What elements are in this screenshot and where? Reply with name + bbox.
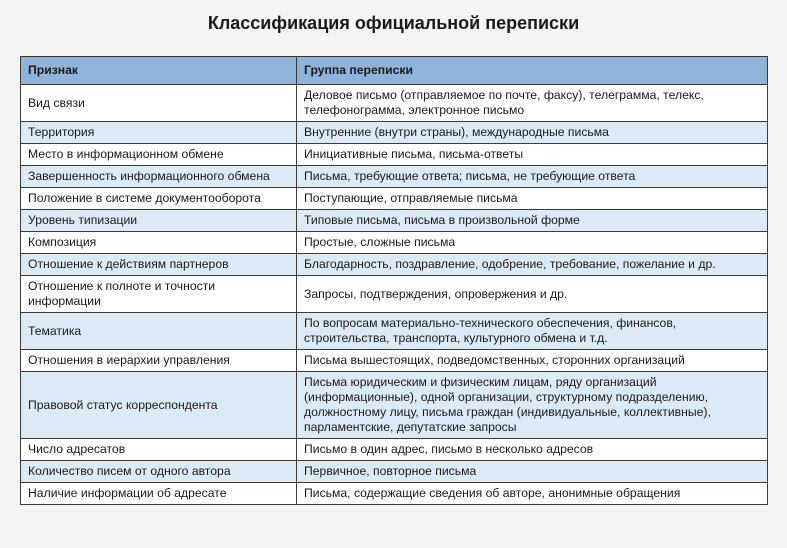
feature-cell: Отношение к действиям партнеров bbox=[21, 254, 297, 276]
feature-cell: Территория bbox=[21, 122, 297, 144]
column-header-group: Группа переписки bbox=[297, 57, 768, 85]
feature-cell: Положение в системе документооборота bbox=[21, 188, 297, 210]
table-row bbox=[21, 122, 768, 144]
feature-cell: Завершенность информационного обмена bbox=[21, 166, 297, 188]
feature-cell: Отношения в иерархии управления bbox=[21, 350, 297, 372]
table-row bbox=[21, 313, 768, 350]
group-cell: По вопросам материально-технического обеспечения, финансов, строительства, транспорта, культурного обмена и т.д. bbox=[297, 313, 768, 350]
group-cell: Поступающие, отправляемые письма bbox=[297, 188, 768, 210]
group-cell: Письма, содержащие сведения об авторе, анонимные обращения bbox=[297, 483, 768, 505]
table-row bbox=[21, 210, 768, 232]
table-row bbox=[21, 85, 768, 122]
group-cell: Инициативные письма, письма-ответы bbox=[297, 144, 768, 166]
table-row bbox=[21, 166, 768, 188]
table-header-row bbox=[21, 57, 768, 85]
table-row bbox=[21, 276, 768, 313]
table-row bbox=[21, 439, 768, 461]
table-row bbox=[21, 232, 768, 254]
feature-cell: Место в информационном обмене bbox=[21, 144, 297, 166]
feature-cell: Уровень типизации bbox=[21, 210, 297, 232]
group-cell: Письма юридическим и физическим лицам, ряду организаций (информационные), одной организации, структурному подразделению, должностному лицу, письма граждан (индивидуальные, коллективные), парламентские, депутатские запросы bbox=[297, 372, 768, 439]
group-cell: Письмо в один адрес, письмо в несколько адресов bbox=[297, 439, 768, 461]
group-cell: Внутренние (внутри страны), международные письма bbox=[297, 122, 768, 144]
feature-cell: Композиция bbox=[21, 232, 297, 254]
table-row bbox=[21, 188, 768, 210]
group-cell: Письма, требующие ответа; письма, не требующие ответа bbox=[297, 166, 768, 188]
group-cell: Деловое письмо (отправляемое по почте, факсу), телеграмма, телекс, телефонограмма, электронное письмо bbox=[297, 85, 768, 122]
group-cell: Первичное, повторное письма bbox=[297, 461, 768, 483]
feature-cell: Тематика bbox=[21, 313, 297, 350]
group-cell: Запросы, подтверждения, опровержения и др. bbox=[297, 276, 768, 313]
feature-cell: Число адресатов bbox=[21, 439, 297, 461]
classification-table bbox=[20, 56, 768, 505]
group-cell: Письма вышестоящих, подведомственных, сторонних организаций bbox=[297, 350, 768, 372]
feature-cell: Вид связи bbox=[21, 85, 297, 122]
feature-cell: Наличие информации об адресате bbox=[21, 483, 297, 505]
table-row bbox=[21, 350, 768, 372]
feature-cell: Отношение к полноте и точности информации bbox=[21, 276, 297, 313]
table-row bbox=[21, 254, 768, 276]
table-row bbox=[21, 144, 768, 166]
table-row bbox=[21, 483, 768, 505]
group-cell: Простые, сложные письма bbox=[297, 232, 768, 254]
feature-cell: Количество писем от одного автора bbox=[21, 461, 297, 483]
feature-cell: Правовой статус корреспондента bbox=[21, 372, 297, 439]
table-row bbox=[21, 372, 768, 439]
column-header-feature: Признак bbox=[21, 57, 297, 85]
page-title: Классификация официальной переписки bbox=[207, 13, 580, 33]
table-row bbox=[21, 461, 768, 483]
group-cell: Типовые письма, письма в произвольной форме bbox=[297, 210, 768, 232]
group-cell: Благодарность, поздравление, одобрение, требование, пожелание и др. bbox=[297, 254, 768, 276]
